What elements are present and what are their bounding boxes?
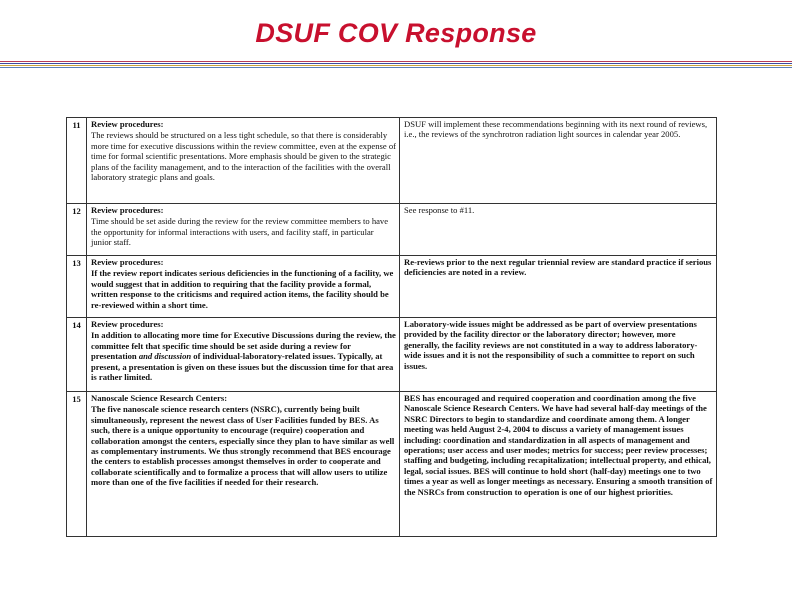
recommendation-heading: Review procedures: [91,119,164,129]
recommendation-heading: Review procedures: [91,319,164,329]
recommendation-text: In addition to allocating more time for Executive Discussions during the review, the committee felt that specific time should be set aside during a review for presentation [91,330,396,362]
recommendation-text: The reviews should be structured on a less tight schedule, so that there is considerably more time for executive discussions within the review committee, even at the expense of time for formal scientific presentations. More emphasis should be given to the strategic plans of the facility management, and to the interaction of the facilities with the overall laboratory strategic plans and goals. [91,130,396,183]
row-number: 11 [67,118,87,204]
table-row [67,318,717,392]
recommendation-text: The five nanoscale science research centers (NSRC), currently being built simultaneously, represent the newest class of User Facilities funded by BES. As such, there is a unique opportunity to encourage (require) cooperation and collaboration amongst the centers, especially since they plan to have similar as well as complementary instruments. We thus strongly recommend that BES encourage the centers to establish processes amongst themselves in order to cooperate and collaborate scientifically and to formalize a process that will allow users to utilize more than one of the five facilities if needed for their research. [91,404,395,488]
recommendation-emphasis: and discussion [138,351,192,362]
recommendation-cell [87,204,400,256]
recommendation-cell [87,392,400,537]
table-row [67,392,717,537]
recommendation-heading: Nanoscale Science Research Centers: [91,393,228,403]
recommendation-cell [87,118,400,204]
table-row [67,256,717,318]
row-number: 13 [67,256,87,318]
recommendation-text: If the review report indicates serious deficiencies in the functioning of a facility, we would suggest that in addition to requiring that the facility provide a formal, written response to the criticisms and required action items, the facility should be re-reviewed within a short time. [91,268,394,310]
table-row [67,118,717,204]
table-row [67,204,717,256]
title-divider [0,61,792,62]
response-cell: BES has encouraged and required cooperation and coordination among the five Nanoscale Science Research Centers. We have had several half-day meetings of the NSRC Directors to begin to standardize and coordinate among them. A longer meeting was held August 2-4, 2004 to discuss a variety of management issues including: coordination and standardization in all aspects of management and operations; user access and user modes; metrics for success; peer review processes; staffing and budgeting, including recapitalization; intellectual property, and ethical, legal, social issues. BES will continue to hold short (half-day) meetings one to two times a year as well as longer meetings as necessary. Ensuring a smooth transition of the NSRCs from construction to operation is one of our highest priorities. [400,392,717,537]
recommendation-heading: Review procedures: [91,257,164,267]
recommendation-text: Time should be set aside during the review for the review committee members to have the opportunity for informal interactions with users, and facility staff, in particular junior staff. [91,216,389,248]
response-cell: Laboratory-wide issues might be addressed as be part of overview presentations provided by the facility director or the laboratory director; however, more generally, the facility reviews are not constituted in a way to address laboratory-wide issues and it is not the responsibility of such a committee to report on such issues. [400,318,717,392]
row-number: 15 [67,392,87,537]
response-cell: Re-reviews prior to the next regular triennial review are standard practice if serious deficiencies are noted in a review. [400,256,717,318]
response-cell: DSUF will implement these recommendations beginning with its next round of reviews, i.e., the reviews of the synchrotron radiation light sources in calendar year 2005. [400,118,717,204]
recommendation-text: of individual-laboratory-related issues. Typically, at present, a presentation is given on these issues but the discussion time for that area is rather limited. [91,351,394,383]
title-divider [0,65,792,66]
title-divider [0,67,792,68]
recommendation-cell [87,318,400,392]
row-number: 14 [67,318,87,392]
title-divider [0,63,792,64]
page-title: DSUF COV Response [255,18,537,48]
response-cell: See response to #11. [400,204,717,256]
recommendations-table [66,117,717,537]
recommendation-cell [87,256,400,318]
recommendation-heading: Review procedures: [91,205,164,215]
row-number: 12 [67,204,87,256]
